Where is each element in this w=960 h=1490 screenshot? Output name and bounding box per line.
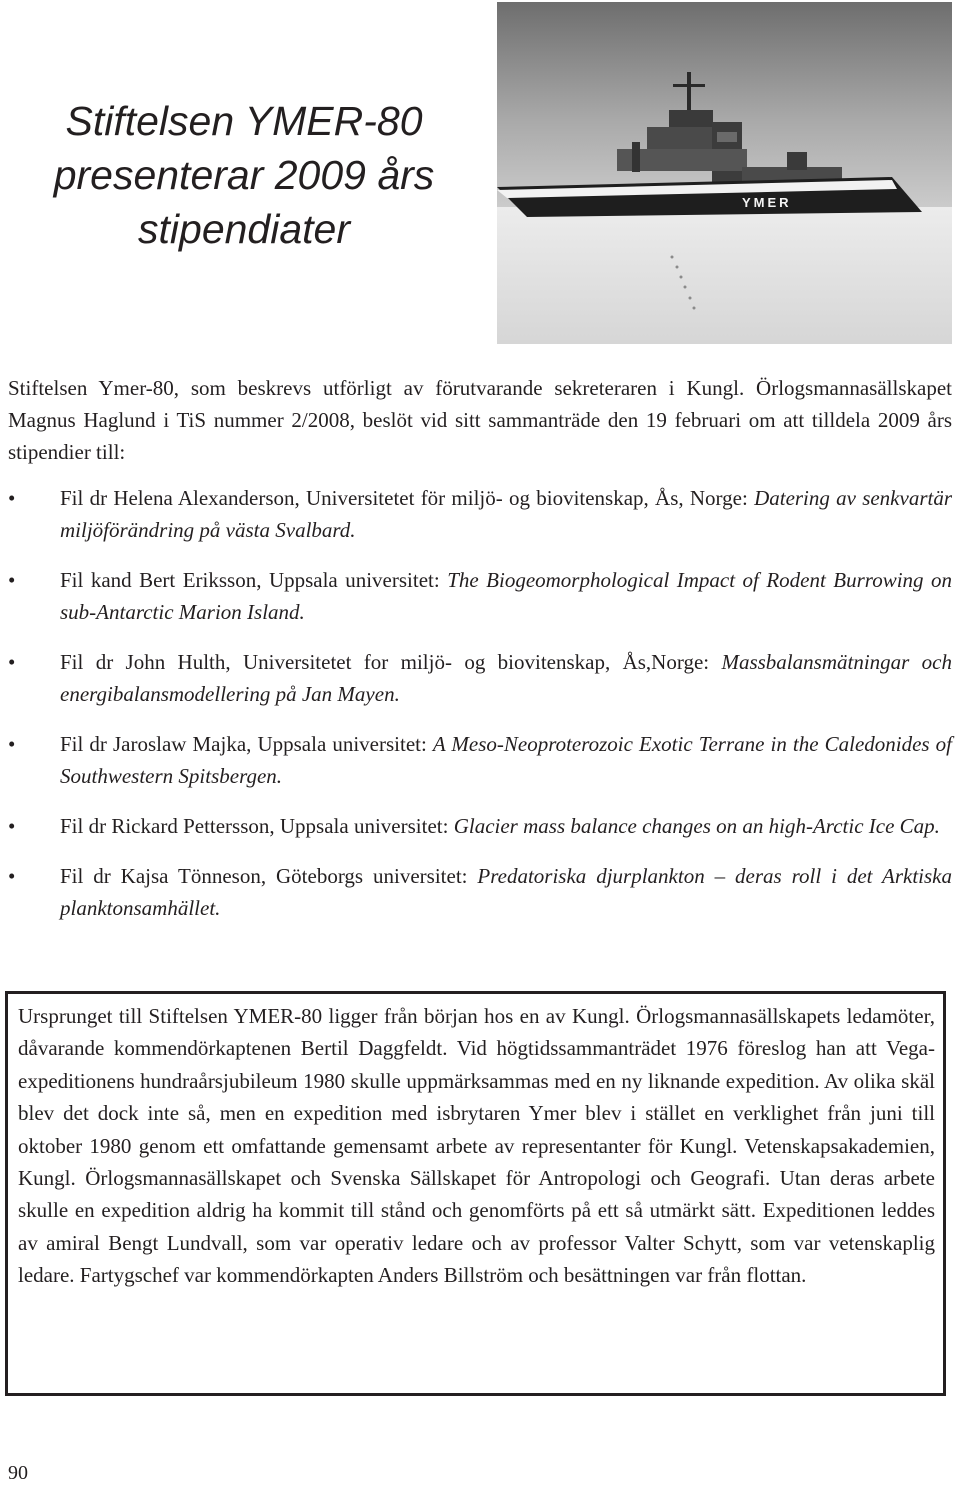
list-item [8, 646, 952, 710]
list-item [8, 728, 952, 792]
title-line-2: presenterar 2009 års [53, 152, 435, 198]
title-line-3: stipendiater [138, 206, 350, 252]
bullet: • [8, 814, 16, 838]
article-title [18, 94, 470, 256]
history-box [5, 991, 946, 1396]
history-text: Ursprunget till Stiftelsen YMER-80 ligger från början hos en av Kungl. Örlogsmannasällskapets ledamöter, dåvarande kommendörkaptenen Bertil Daggfeldt. Vid högtidssammanträdet 1976 föreslog han att Vega-expeditionens hundraårsjubileum 1980 skulle uppmärksammas med en ny liknande expedition. Av olika skäl blev det dock inte så, men en expedition med isbrytaren Ymer blev i stället en verklighet från juni till oktober 1980 genom ett omfattande gemensamt arbete av representanter för Kungl. Vetenskapsakademien, Kungl. Örlogsmannasällskapet och Svenska Sällskapet för Antropologi och Geografi. Utan deras arbete skulle en expedition aldrig ha kommit till stånd och genomförts på ett så utmärkt sätt. Expeditionen leddes av amiral Bengt Lundvall, som var operativ ledare och av professor Valter Schytt, som var vetenskaplig ledare. Fartygschef var kommendörkapten Anders Billström och besättningen var från flottan. [18, 1004, 935, 1288]
ship-name-label: YMER [742, 195, 792, 210]
project-title: Glacier mass balance changes on an high-Arctic Ice Cap. [453, 814, 940, 838]
list-item [8, 810, 952, 842]
bullet: • [8, 568, 16, 592]
list-item [8, 482, 952, 546]
recipient-name: Fil dr Helena Alexanderson, Universitetet för miljö- og biovitenskap, Ås, Norge: [60, 486, 748, 510]
ice-field [497, 207, 952, 344]
project-title: A Meso-Neoproterozoic Exotic Terrane in the Caledonides of Southwestern Spitsbergen. [60, 732, 953, 788]
recipient-list [8, 482, 952, 942]
recipient-name: Fil dr John Hulth, Universitetet for miljö- og biovitenskap, Ås,Norge: [60, 650, 710, 674]
bullet: • [8, 864, 16, 888]
recipient-name: Fil kand Bert Eriksson, Uppsala universitet: [60, 568, 440, 592]
list-item [8, 564, 952, 628]
title-line-1: Stiftelsen YMER-80 [65, 98, 423, 144]
list-item [8, 860, 952, 924]
intro-paragraph: Stiftelsen Ymer-80, som beskrevs utförligt av förutvarande sekreteraren i Kungl. Örlogsmannasällskapet Magnus Haglund i TiS nummer 2/2008, beslöt vid sitt sammanträde den 19 februari om att tilldela 2009 års stipendier till: [8, 376, 952, 464]
project-title: Massbalansmätningar och energibalansmodellering på Jan Mayen. [60, 650, 952, 706]
recipient-name: Fil dr Rickard Pettersson, Uppsala universitet: [60, 814, 449, 838]
bullet: • [8, 650, 16, 674]
icebreaker-photo [497, 2, 952, 344]
recipient-name: Fil dr Jaroslaw Majka, Uppsala universitet: [60, 732, 427, 756]
project-title: The Biogeomorphological Impact of Rodent Burrowing on sub-Antarctic Marion Island. [60, 568, 953, 624]
project-title: Datering av senkvartär miljöförändring på västa Svalbard. [60, 486, 953, 542]
bullet: • [8, 486, 16, 510]
page-number: 90 [8, 1462, 28, 1484]
recipient-name: Fil dr Kajsa Tönneson, Göteborgs universitet: [60, 864, 468, 888]
project-title: Predatoriska djurplankton – deras roll i det Arktiska planktonsamhället. [60, 864, 953, 920]
bullet: • [8, 732, 16, 756]
